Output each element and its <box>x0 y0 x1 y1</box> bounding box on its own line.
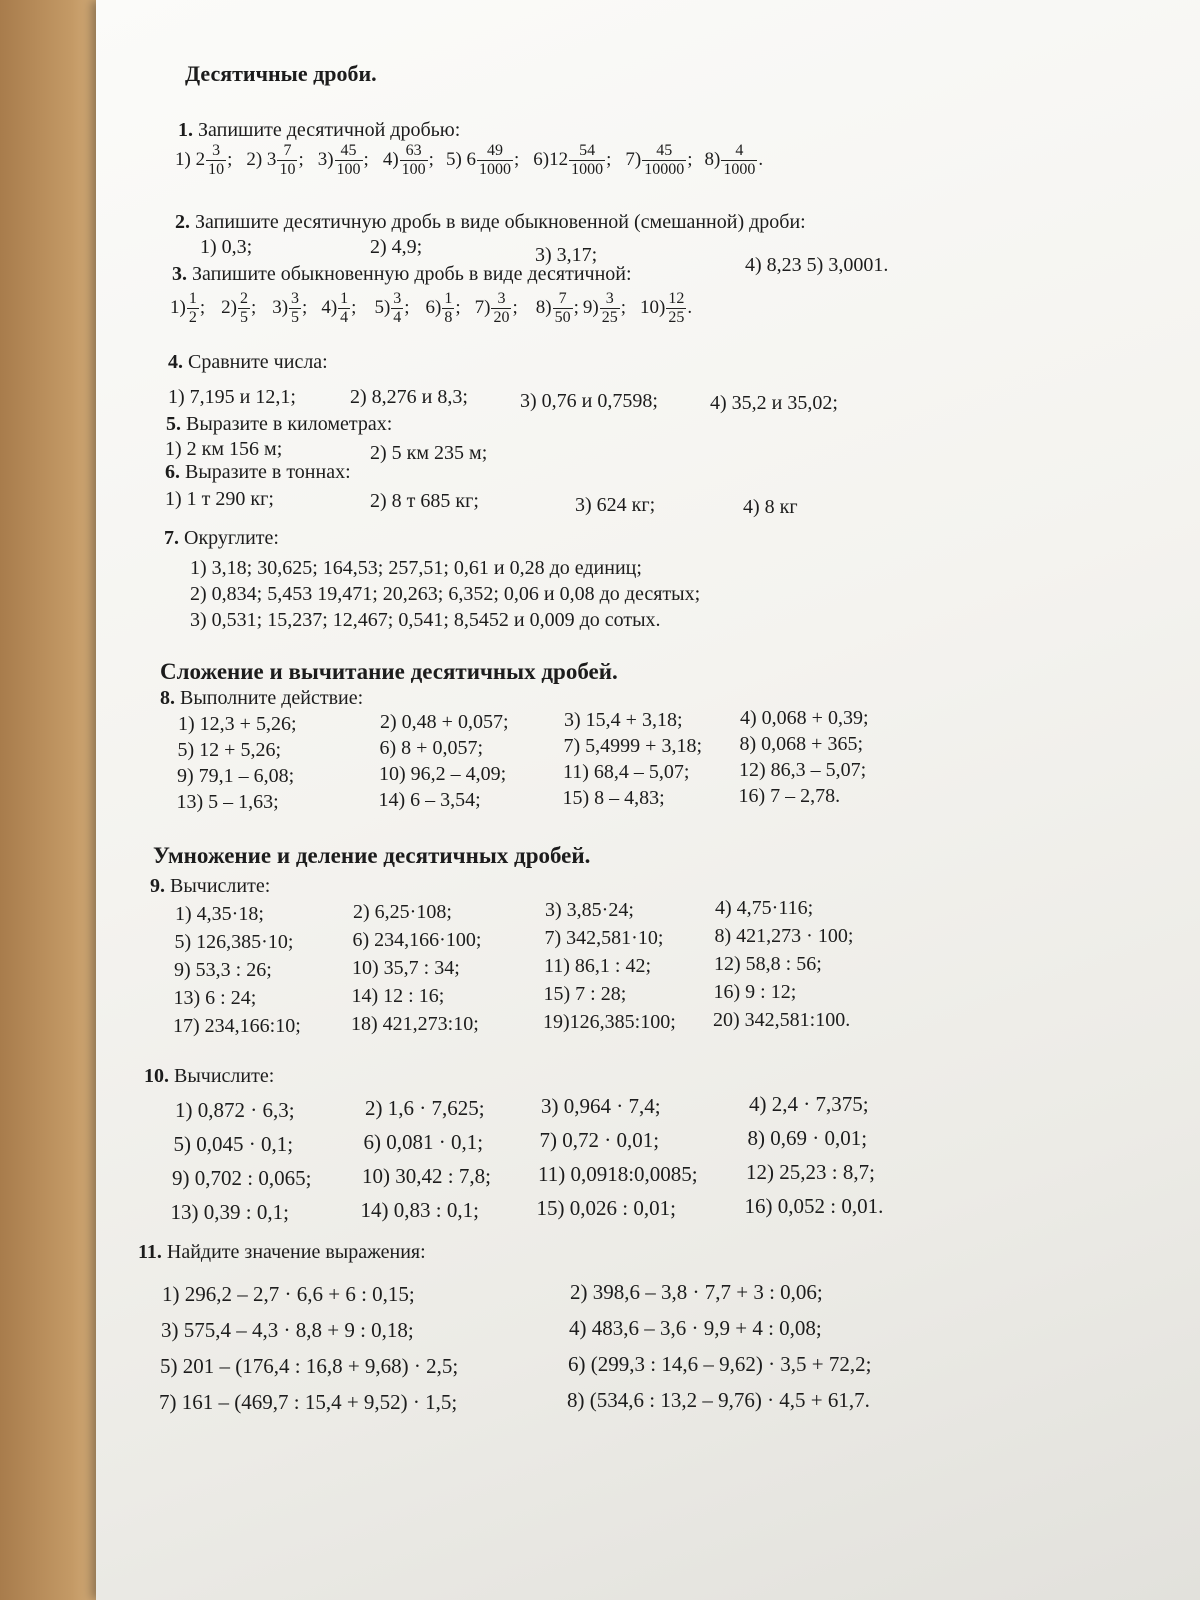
task2-item-2: 2) 4,9; <box>370 236 423 258</box>
fraction-denominator: 1000 <box>723 161 756 178</box>
task1-item-label: 2) 3 <box>246 148 277 170</box>
task1-item-3 <box>318 142 369 179</box>
task3-item-3 <box>272 290 307 327</box>
fraction-denominator: 1000 <box>479 161 512 178</box>
fraction-numerator: 45 <box>642 142 686 161</box>
task6-text: Выразите в тоннах: <box>185 461 351 483</box>
fraction <box>642 142 686 179</box>
fraction-denominator: 25 <box>668 309 685 326</box>
fraction <box>277 142 297 179</box>
task8-expression: 7) 5,4999 + 3,18; <box>563 735 702 757</box>
task10-expression: 6) 0,081 · 0,1; <box>363 1130 484 1154</box>
task2-item-4: 4) 8,23 5) 3,0001. <box>745 254 889 276</box>
task11-number: 11. <box>138 1241 162 1263</box>
task8-heading <box>160 686 363 710</box>
task6-heading <box>165 460 351 484</box>
task9-expression: 9) 53,3 : 26; <box>174 959 272 981</box>
task8-expression: 3) 15,4 + 3,18; <box>564 709 683 731</box>
task6-number: 6. <box>165 461 180 483</box>
task1-item-label: 1) 2 <box>175 148 206 170</box>
task9-expression: 6) 234,166·100; <box>352 929 482 951</box>
task10-expression: 1) 0,872 · 6,3; <box>175 1098 295 1122</box>
task6-item-4: 4) 8 кг <box>743 496 798 518</box>
task10-text: Вычислите: <box>174 1065 275 1087</box>
task8-expression: 13) 5 – 1,63; <box>176 791 279 813</box>
task3-item-label: 2) <box>221 296 237 318</box>
task5-item-1: 1) 2 км 156 м; <box>165 438 283 460</box>
fraction <box>491 290 511 327</box>
fraction-denominator: 1000 <box>571 161 604 178</box>
task7-line-2: 2) 0,834; 5,453 19,471; 20,263; 6,352; 0,06 и 0,08 до десятых; <box>190 583 701 605</box>
task10-expression: 14) 0,83 : 0,1; <box>360 1198 479 1222</box>
section-multiplication-division: Умножение и деление десятичных дробей. <box>153 843 591 868</box>
task10-expression: 16) 0,052 : 0,01. <box>744 1194 884 1218</box>
item-separator: ; <box>227 148 233 170</box>
task8-expression: 10) 96,2 – 4,09; <box>379 763 507 785</box>
task10-number: 10. <box>144 1065 169 1087</box>
task9-number: 9. <box>150 875 165 897</box>
task9-heading <box>150 874 270 898</box>
task9-expression: 20) 342,581:100. <box>713 1009 851 1031</box>
task3-fractions <box>170 290 702 327</box>
item-separator: ; <box>363 148 369 170</box>
task7-number: 7. <box>164 527 179 549</box>
task7-line-3: 3) 0,531; 15,237; 12,467; 0,541; 8,5452 и 0,009 до сотых. <box>190 609 661 631</box>
fraction <box>477 142 513 179</box>
worksheet-title: Десятичные дроби. <box>185 61 377 86</box>
task1-item-label: 7) <box>625 148 642 170</box>
item-separator: . <box>687 296 693 318</box>
task10-expression: 4) 2,4 · 7,375; <box>749 1092 869 1116</box>
task4-item-3: 3) 0,76 и 0,7598; <box>520 390 658 412</box>
task1-heading <box>178 118 460 142</box>
task7-heading <box>164 526 279 550</box>
task9-expression: 18) 421,273:10; <box>351 1013 479 1035</box>
item-separator: ; <box>428 148 434 170</box>
fraction-numerator: 45 <box>335 142 363 161</box>
fraction-denominator: 10000 <box>644 161 685 178</box>
task3-item-8 <box>536 290 579 327</box>
fraction-denominator: 4 <box>393 309 402 326</box>
item-separator: ; <box>298 148 304 170</box>
fraction <box>335 142 363 179</box>
task10-expression: 11) 0,0918:0,0085; <box>538 1162 698 1186</box>
item-separator: ; <box>455 296 461 318</box>
task2-text: Запишите десятичную дробь в виде обыкновенной (смешанной) дроби: <box>195 211 806 233</box>
item-separator: ; <box>302 296 308 318</box>
fraction-numerator: 3 <box>600 290 620 309</box>
task10-expression: 5) 0,045 · 0,1; <box>173 1132 294 1156</box>
task6-item-1: 1) 1 т 290 кг; <box>165 488 274 510</box>
task10-heading <box>144 1064 274 1088</box>
fraction <box>553 290 573 327</box>
task1-item-label: 3) <box>317 148 334 170</box>
fraction-numerator: 3 <box>491 290 511 309</box>
task1-item-1 <box>175 142 232 179</box>
task8-number: 8. <box>160 687 175 709</box>
task7-line-1: 1) 3,18; 30,625; 164,53; 257,51; 0,61 и 0,28 до единиц; <box>190 557 642 579</box>
task3-item-9 <box>583 290 626 327</box>
task5-number: 5. <box>166 413 181 435</box>
fraction-numerator: 54 <box>569 142 605 161</box>
task11-expression: 6) (299,3 : 14,6 – 9,62) · 3,5 + 72,2; <box>568 1352 872 1376</box>
task11-text: Найдите значение выражения: <box>166 1241 426 1263</box>
task8-expression: 14) 6 – 3,54; <box>378 789 481 811</box>
task6-item-2: 2) 8 т 685 кг; <box>370 490 479 512</box>
item-separator: ; <box>512 296 518 318</box>
fraction-denominator: 50 <box>554 309 571 326</box>
task11-expression: 4) 483,6 – 3,6 · 9,9 + 4 : 0,08; <box>569 1316 822 1340</box>
fraction-denominator: 25 <box>601 309 618 326</box>
fraction-numerator: 12 <box>668 290 685 307</box>
task11-expression: 1) 296,2 – 2,7 · 6,6 + 6 : 0,15; <box>162 1282 415 1306</box>
task1-item-label: 5) 6 <box>445 148 477 170</box>
fraction-denominator: 4 <box>340 309 349 326</box>
fraction-numerator: 63 <box>400 142 428 161</box>
task8-expression: 9) 79,1 – 6,08; <box>177 765 295 787</box>
task1-fractions <box>175 142 773 179</box>
fraction-numerator: 49 <box>477 142 513 161</box>
fraction-denominator: 100 <box>336 161 361 178</box>
fraction-numerator: 4 <box>721 142 757 161</box>
fraction-denominator: 8 <box>444 309 453 326</box>
task1-item-label: 8) <box>704 148 721 170</box>
task3-item-label: 8) <box>535 296 552 318</box>
task9-expression: 19)126,385:100; <box>543 1011 676 1033</box>
task11-expression: 8) (534,6 : 13,2 – 9,76) · 4,5 + 61,7. <box>567 1388 870 1412</box>
task9-expression: 2) 6,25·108; <box>353 901 452 923</box>
task1-item-label: 4) <box>382 148 399 170</box>
fraction <box>569 142 605 179</box>
item-separator: . <box>758 148 764 170</box>
fraction-numerator: 2 <box>239 290 248 307</box>
task8-expression: 5) 12 + 5,26; <box>177 739 281 761</box>
task3-item-label: 7) <box>474 296 491 318</box>
task3-item-label: 6) <box>425 296 442 318</box>
task8-expression: 11) 68,4 – 5,07; <box>563 761 690 783</box>
task1-item-7 <box>625 142 692 179</box>
fraction-denominator: 2 <box>188 309 197 326</box>
fraction-numerator: 7 <box>553 290 573 309</box>
fraction-numerator: 3 <box>393 290 402 307</box>
task3-item-label: 3) <box>272 296 289 318</box>
task8-expression: 2) 0,48 + 0,057; <box>380 711 509 733</box>
task4-item-2: 2) 8,276 и 8,3; <box>350 386 468 408</box>
task4-item-4: 4) 35,2 и 35,02; <box>710 392 838 414</box>
task8-expression: 15) 8 – 4,83; <box>562 787 665 809</box>
task3-item-4 <box>321 290 356 327</box>
task9-expression: 15) 7 : 28; <box>543 983 627 1005</box>
task10-expression: 8) 0,69 · 0,01; <box>747 1126 868 1150</box>
fraction-denominator: 20 <box>493 309 510 326</box>
task3-number: 3. <box>172 263 187 285</box>
fraction <box>442 290 454 327</box>
item-separator: ; <box>573 296 579 318</box>
task9-expression: 8) 421,273 · 100; <box>714 925 854 947</box>
task8-text: Выполните действие: <box>180 687 364 709</box>
task4-item-1: 1) 7,195 и 12,1; <box>168 386 296 408</box>
fraction-denominator: 5 <box>239 309 248 326</box>
item-separator: ; <box>620 296 626 318</box>
task9-expression: 10) 35,7 : 34; <box>352 957 460 979</box>
task8-expression: 12) 86,3 – 5,07; <box>739 759 867 781</box>
task3-item-label: 5) <box>374 296 391 318</box>
task6-item-3: 3) 624 кг; <box>575 494 656 516</box>
task3-item-5 <box>374 290 409 327</box>
fraction-denominator: 100 <box>401 161 426 178</box>
fraction-denominator: 5 <box>291 309 300 326</box>
task1-number: 1. <box>178 119 193 141</box>
task5-heading <box>166 412 392 436</box>
item-separator: ; <box>514 148 520 170</box>
task2-number: 2. <box>175 211 190 233</box>
task11-expression: 5) 201 – (176,4 : 16,8 + 9,68) · 2,5; <box>160 1354 459 1378</box>
task3-text: Запишите обыкновенную дробь в виде десятичной: <box>192 263 632 285</box>
item-separator: ; <box>199 296 206 318</box>
item-separator: ; <box>250 296 257 318</box>
task3-item-2 <box>221 290 256 327</box>
fraction <box>600 290 620 327</box>
task10-expression: 13) 0,39 : 0,1; <box>170 1200 289 1224</box>
fraction <box>206 142 226 179</box>
task3-item-1 <box>170 290 205 327</box>
task10-expression: 9) 0,702 : 0,065; <box>172 1166 312 1190</box>
task8-expression: 8) 0,068 + 365; <box>739 733 863 755</box>
fraction <box>289 290 301 327</box>
fraction-numerator: 1 <box>444 290 453 307</box>
task1-text: Запишите десятичной дробью: <box>198 119 461 141</box>
task9-expression: 12) 58,8 : 56; <box>714 953 822 975</box>
task9-expression: 7) 342,581·10; <box>544 927 664 949</box>
task8-expression: 4) 0,068 + 0,39; <box>740 707 869 729</box>
task8-expression: 16) 7 – 2,78. <box>738 785 841 807</box>
task9-expression: 14) 12 : 16; <box>351 985 445 1007</box>
item-separator: ; <box>351 296 357 318</box>
fraction <box>400 142 428 179</box>
fraction-numerator: 7 <box>277 142 297 161</box>
task2-item-3: 3) 3,17; <box>535 244 598 266</box>
task2-item-1: 1) 0,3; <box>200 236 253 258</box>
task3-item-label: 9) <box>582 296 599 318</box>
task10-expression: 10) 30,42 : 7,8; <box>362 1164 491 1188</box>
task11-expression: 3) 575,4 – 4,3 · 8,8 + 9 : 0,18; <box>161 1318 414 1342</box>
task7-text: Округлите: <box>184 527 279 549</box>
task9-expression: 4) 4,75·116; <box>715 897 814 919</box>
task3-item-6 <box>426 290 461 327</box>
task10-expression: 2) 1,6 · 7,625; <box>365 1096 485 1120</box>
task5-item-2: 2) 5 км 235 м; <box>370 442 488 464</box>
task1-item-2 <box>246 142 303 179</box>
fraction <box>187 290 199 327</box>
task5-text: Выразите в километрах: <box>186 413 393 435</box>
fraction <box>238 290 250 327</box>
task1-item-4 <box>383 142 434 179</box>
task1-item-label: 6)12 <box>533 148 569 170</box>
task1-item-8 <box>705 142 764 179</box>
task9-expression: 5) 126,385·10; <box>174 931 294 953</box>
task2-heading <box>175 210 806 234</box>
task1-item-5 <box>446 142 519 179</box>
fraction <box>721 142 757 179</box>
task9-expression: 3) 3,85·24; <box>545 899 634 921</box>
task3-heading <box>172 262 632 286</box>
task9-expression: 13) 6 : 24; <box>173 987 257 1009</box>
item-separator: ; <box>404 296 410 318</box>
task11-expression: 7) 161 – (469,7 : 15,4 + 9,52) · 1,5; <box>159 1390 458 1414</box>
task10-expression: 7) 0,72 · 0,01; <box>539 1128 660 1152</box>
fraction-numerator: 3 <box>291 290 300 307</box>
fraction <box>338 290 350 327</box>
task9-expression: 11) 86,1 : 42; <box>544 955 652 977</box>
section-addition-subtraction: Сложение и вычитание десятичных дробей. <box>160 659 618 684</box>
fraction-denominator: 10 <box>208 161 225 178</box>
fraction-numerator: 1 <box>340 290 349 307</box>
task8-expression: 1) 12,3 + 5,26; <box>178 713 297 735</box>
task4-number: 4. <box>168 351 183 373</box>
task9-expression: 17) 234,166:10; <box>173 1015 301 1037</box>
task10-expression: 3) 0,964 · 7,4; <box>541 1094 661 1118</box>
task3-item-label: 1) <box>170 296 186 318</box>
item-separator: ; <box>606 148 612 170</box>
task4-text: Сравните числа: <box>188 351 328 373</box>
fraction-numerator: 1 <box>188 290 197 307</box>
task3-item-label: 4) <box>321 296 338 318</box>
task11-heading <box>138 1240 426 1264</box>
task10-expression: 12) 25,23 : 8,7; <box>746 1160 875 1184</box>
task4-heading <box>168 350 328 374</box>
task3-item-10 <box>640 290 692 327</box>
task10-expression: 15) 0,026 : 0,01; <box>536 1196 676 1220</box>
task9-expression: 1) 4,35·18; <box>175 903 264 925</box>
task3-item-7 <box>475 290 518 327</box>
task1-item-6 <box>533 142 611 179</box>
item-separator: ; <box>687 148 693 170</box>
fraction <box>666 290 686 327</box>
task8-expression: 6) 8 + 0,057; <box>379 737 483 759</box>
task11-expression: 2) 398,6 – 3,8 · 7,7 + 3 : 0,06; <box>570 1280 823 1304</box>
task9-expression: 16) 9 : 12; <box>713 981 797 1003</box>
task3-item-label: 10) <box>639 296 666 318</box>
fraction <box>391 290 403 327</box>
fraction-numerator: 3 <box>206 142 226 161</box>
task9-text: Вычислите: <box>170 875 271 897</box>
fraction-denominator: 10 <box>279 161 296 178</box>
